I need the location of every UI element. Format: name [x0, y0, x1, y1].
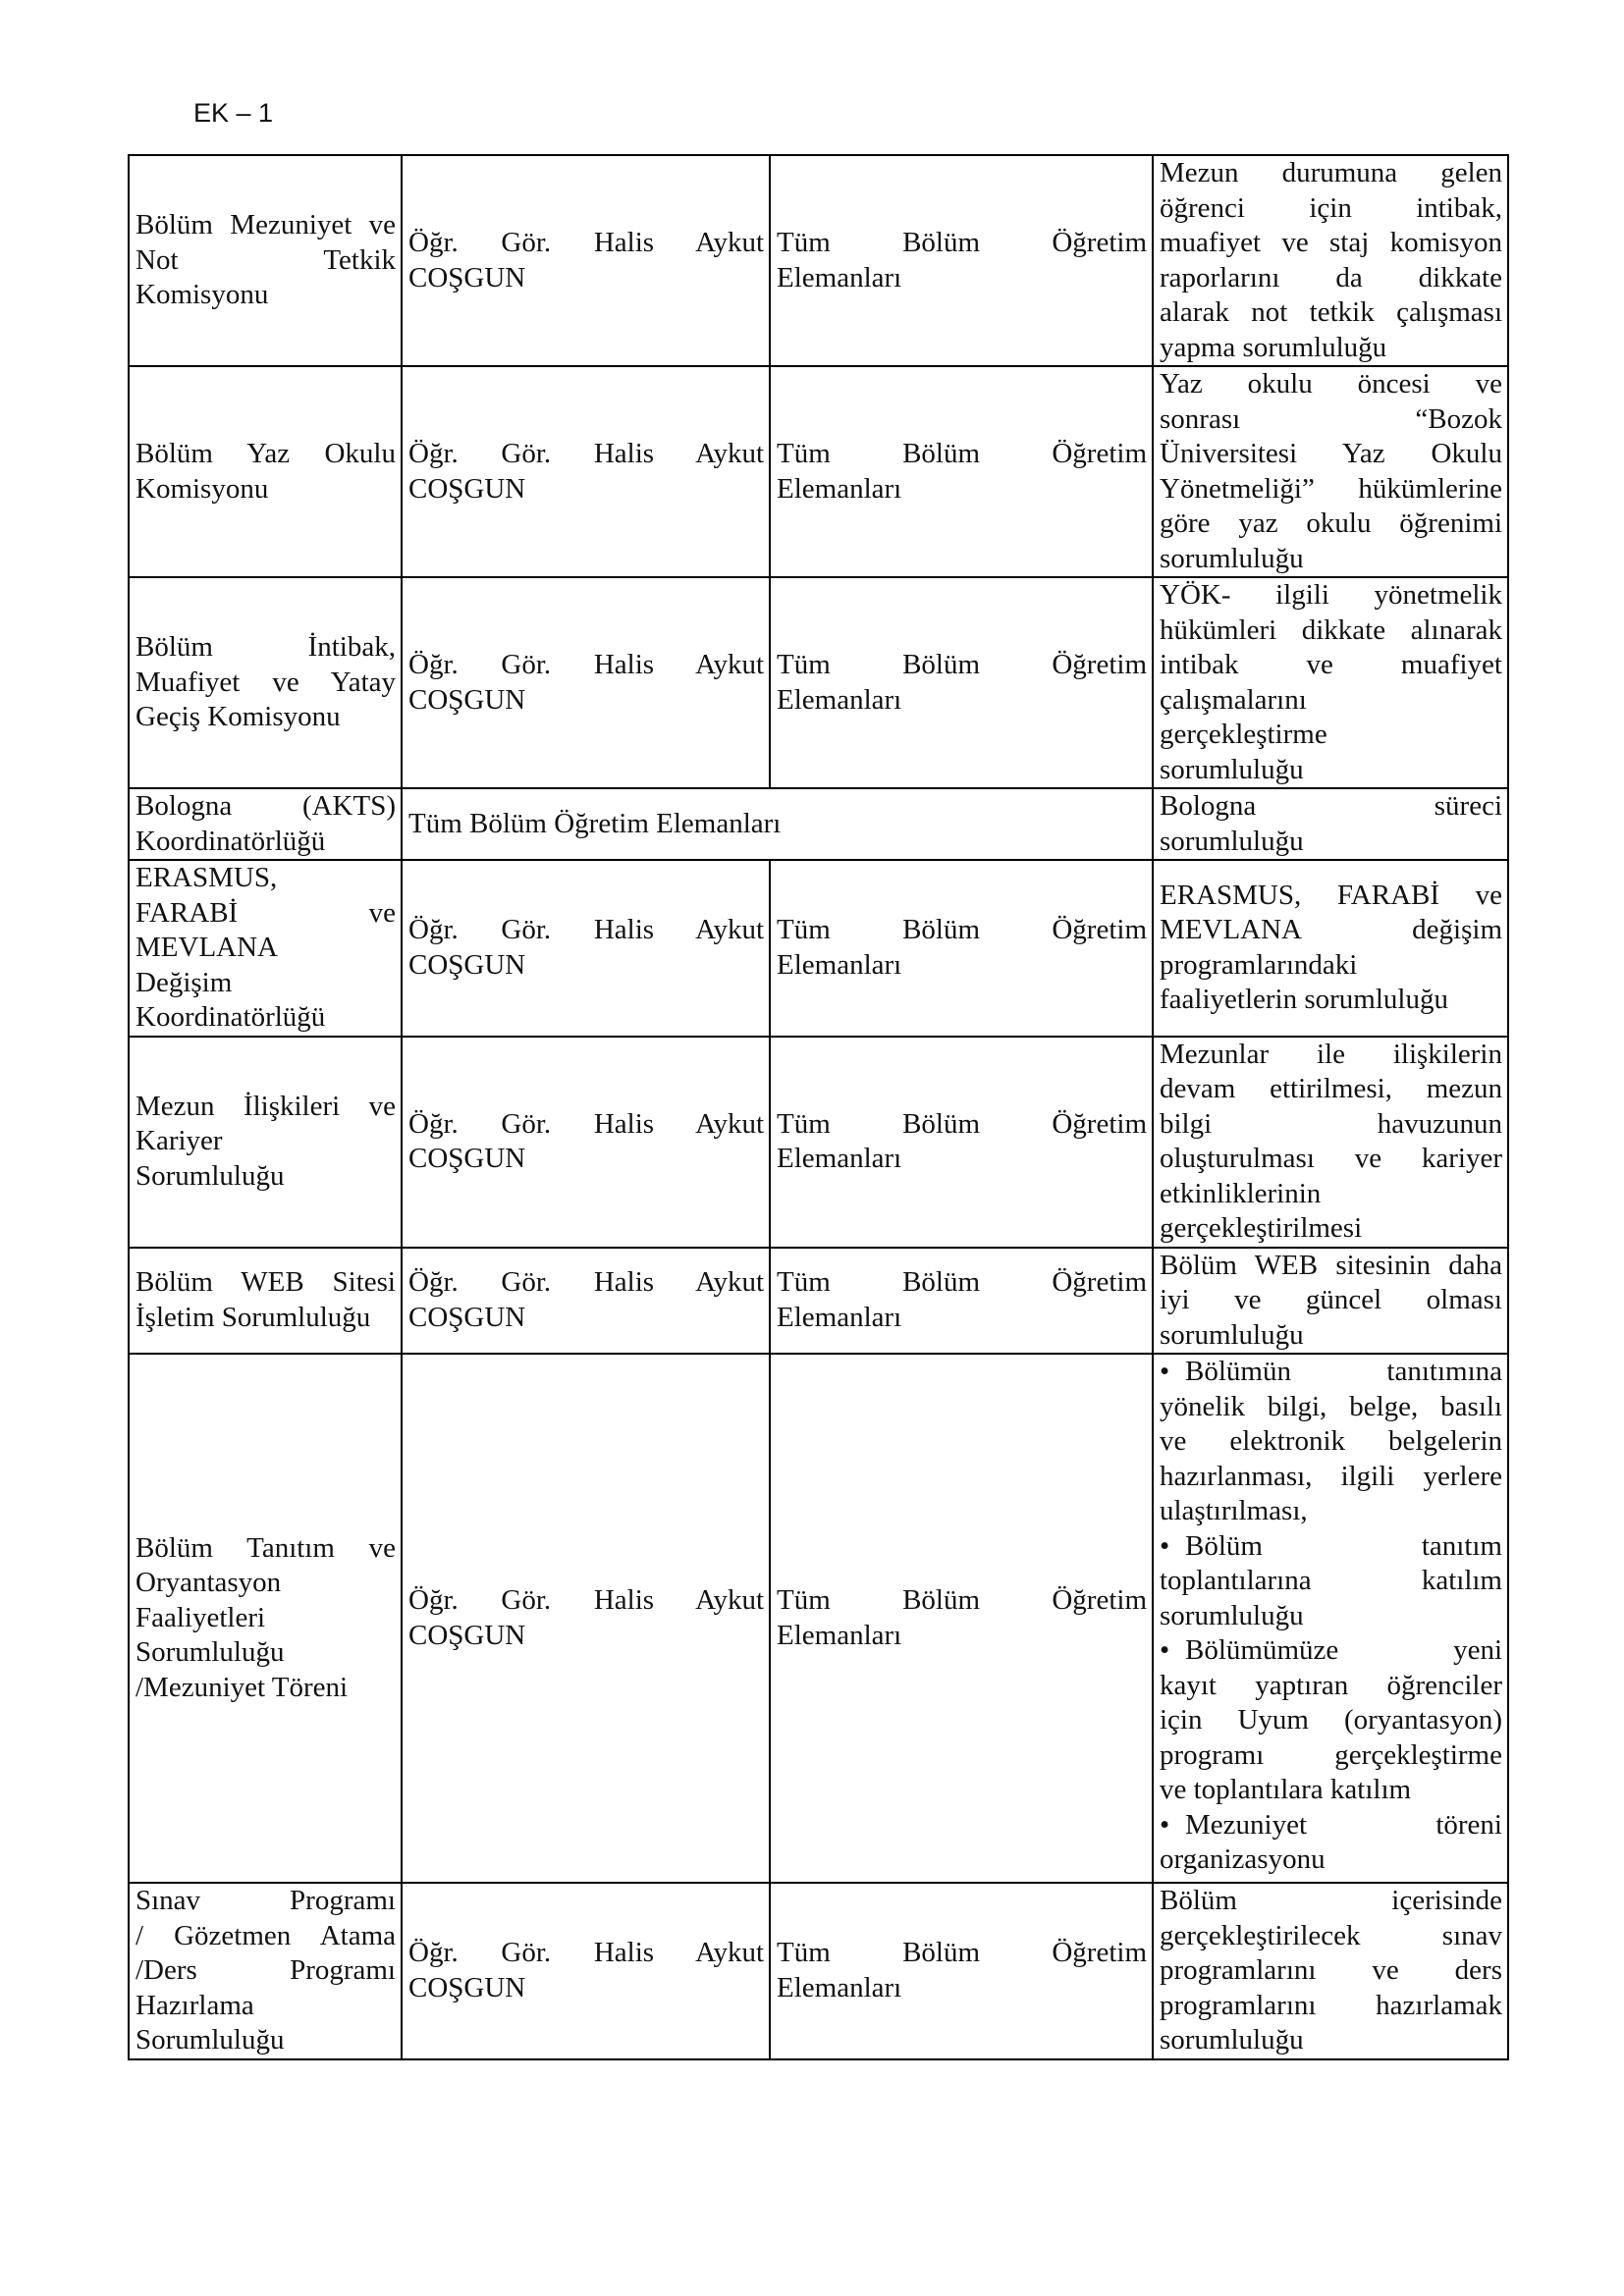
- duty-cell-line: sorumluluğu: [1160, 1318, 1304, 1351]
- members-cell-line: Elemanları: [777, 1143, 902, 1174]
- committee-name-cell: [129, 1883, 402, 2059]
- duty-line: organizasyonu: [1160, 1843, 1326, 1875]
- responsible-merged-cell: Tüm Bölüm Öğretim Elemanları: [402, 788, 1153, 860]
- duty-cell-line: alarak not tetkik çalışması: [1160, 296, 1502, 328]
- duty-cell-line: yapma sorumluluğu: [1160, 331, 1387, 363]
- members-cell: [770, 1354, 1153, 1883]
- duty-cell-line: etkinliklerinin: [1160, 1177, 1322, 1209]
- members-cell-line: Elemanları: [777, 1619, 902, 1651]
- chair-cell-line: COŞGUN: [408, 1301, 526, 1333]
- members-cell-line: Elemanları: [777, 948, 902, 981]
- chair-cell-line: Öğr. Gör. Halis Aykut: [408, 1266, 764, 1299]
- bullet-icon: •: [1160, 1356, 1170, 1387]
- committee-name-cell-line: Sorumluluğu: [135, 1636, 285, 1669]
- chair-cell: [402, 1037, 770, 1248]
- chair-cell-line: Öğr. Gör. Halis Aykut: [408, 438, 764, 469]
- committee-name-cell: [129, 1248, 402, 1355]
- table-row: [129, 1354, 1508, 1883]
- duty-cell-line: göre yaz okulu öğrenimi: [1160, 507, 1502, 539]
- chair-cell-line: COŞGUN: [408, 1619, 526, 1651]
- duty-line: • Bölüm tanıtım: [1160, 1529, 1502, 1565]
- members-cell: [770, 1883, 1153, 2059]
- members-cell: [770, 1248, 1153, 1355]
- members-cell: [770, 155, 1153, 366]
- duty-cell-line: sorumluluğu: [1160, 2024, 1304, 2056]
- duty-cell-line: gerçekleştirme: [1160, 719, 1327, 750]
- committee-name-cell-line: Sorumluluğu: [135, 1159, 285, 1192]
- duty-cell-line: gerçekleştirilecek sınav: [1160, 1919, 1502, 1951]
- duty-line: hazırlanması, ilgili yerlere: [1160, 1460, 1502, 1492]
- committee-name-cell-line: Kariyer: [135, 1125, 223, 1157]
- committee-name-cell-line: Bölüm Mezuniyet ve: [135, 209, 396, 241]
- members-cell-line: Tüm Bölüm Öğretim: [777, 1107, 1147, 1140]
- duty-line: programı gerçekleştirme: [1160, 1738, 1502, 1771]
- committee-name-cell-line: Bölüm İntibak,: [135, 631, 396, 664]
- duty-line: ulaştırılması,: [1160, 1495, 1308, 1526]
- table-row: [129, 860, 1508, 1037]
- duty-cell-line: sorumluluğu: [1160, 825, 1304, 857]
- chair-cell: [402, 155, 770, 366]
- duty-cell: [1153, 1037, 1508, 1248]
- committee-name-cell-line: Muafiyet ve Yatay: [135, 666, 396, 698]
- duty-line: yönelik bilgi, belge, basılı: [1160, 1390, 1502, 1422]
- committee-name-cell-line: Mezun İlişkileri ve: [135, 1090, 396, 1122]
- duty-cell-line: programlarındaki: [1160, 948, 1358, 981]
- table-row: [129, 788, 1508, 860]
- table-row: [129, 366, 1508, 577]
- page-header: EK – 1: [193, 98, 274, 128]
- committee-name-cell: [129, 788, 402, 860]
- members-cell-line: Tüm Bölüm Öğretim: [777, 227, 1147, 258]
- chair-cell-line: COŞGUN: [408, 948, 526, 981]
- duty-cell-line: faaliyetlerin sorumluluğu: [1160, 984, 1448, 1016]
- members-cell-line: Tüm Bölüm Öğretim: [777, 914, 1147, 946]
- chair-cell-line: COŞGUN: [408, 472, 526, 505]
- committee-name-cell-line: / Gözetmen Atama: [135, 1919, 396, 1951]
- members-cell-line: Elemanları: [777, 1301, 902, 1333]
- members-cell-line: Elemanları: [777, 1971, 902, 2003]
- bullet-icon: •: [1160, 1808, 1170, 1841]
- duty-cell-line: programlarını hazırlamak: [1160, 1989, 1502, 2021]
- chair-cell-line: COŞGUN: [408, 261, 526, 294]
- duty-cell-line: çalışmalarını: [1160, 683, 1307, 716]
- members-cell: [770, 860, 1153, 1037]
- chair-cell-line: COŞGUN: [408, 683, 526, 716]
- committee-name-cell-line: Komisyonu: [135, 472, 269, 505]
- duty-cell: [1153, 788, 1508, 860]
- committee-name-cell-line: İşletim Sorumluluğu: [135, 1301, 371, 1333]
- table-row: [129, 1248, 1508, 1355]
- duty-cell-line: Bölüm içerisinde: [1160, 1885, 1502, 1916]
- chair-cell: [402, 1883, 770, 2059]
- duty-line: için Uyum (oryantasyon): [1160, 1704, 1502, 1735]
- committee-name-cell-line: Komisyonu: [135, 279, 269, 311]
- duty-cell-line: hükümleri dikkate alınarak: [1160, 614, 1502, 646]
- duty-cell-line: gerçekleştirilmesi: [1160, 1212, 1363, 1244]
- duty-bullet-list: [1160, 1355, 1502, 1878]
- duty-cell: [1153, 1883, 1508, 2059]
- members-cell-line: Elemanları: [777, 261, 902, 294]
- duty-cell-line: muafiyet ve staj komisyon: [1160, 227, 1502, 258]
- chair-cell-line: Öğr. Gör. Halis Aykut: [408, 649, 764, 680]
- committee-table: [128, 154, 1509, 2060]
- duty-cell-line: raporlarını da dikkate: [1160, 261, 1502, 294]
- committee-name-cell: [129, 1037, 402, 1248]
- committee-name-cell-line: Koordinatörlüğü: [135, 1001, 326, 1033]
- duty-cell-line: Mezun durumuna gelen: [1160, 157, 1502, 188]
- committee-name-cell-line: Faaliyetleri: [135, 1601, 266, 1633]
- duty-cell: [1153, 1248, 1508, 1355]
- chair-cell-line: Öğr. Gör. Halis Aykut: [408, 914, 764, 946]
- duty-cell-line: Yaz okulu öncesi ve: [1160, 368, 1502, 400]
- committee-name-cell-line: Hazırlama: [135, 1989, 254, 2021]
- duty-cell-line: MEVLANA değişim: [1160, 914, 1502, 946]
- duty-cell-line: YÖK- ilgili yönetmelik: [1160, 579, 1502, 611]
- committee-name-cell-line: Oryantasyon: [135, 1567, 282, 1599]
- duty-cell: [1153, 1354, 1508, 1883]
- committee-name-cell-line: MEVLANA: [135, 932, 278, 963]
- duty-cell-line: bilgi havuzunun: [1160, 1107, 1502, 1140]
- list-item: [1160, 1529, 1502, 1634]
- committee-name-cell: [129, 1354, 402, 1883]
- duty-cell-line: sonrası “Bozok: [1160, 402, 1502, 435]
- duty-cell: [1153, 577, 1508, 788]
- committee-name-cell-line: /Mezuniyet Töreni: [135, 1671, 349, 1703]
- committee-name-cell-line: Geçiş Komisyonu: [135, 701, 341, 733]
- duty-cell-line: Yönetmeliği” hükümlerine: [1160, 472, 1502, 505]
- duty-cell-line: Bölüm WEB sitesinin daha: [1160, 1249, 1502, 1281]
- members-cell-line: Tüm Bölüm Öğretim: [777, 1937, 1147, 1969]
- duty-cell-line: Mezunlar ile ilişkilerin: [1160, 1038, 1502, 1070]
- committee-name-cell-line: Sınav Programı: [135, 1885, 396, 1916]
- members-cell-line: Tüm Bölüm Öğretim: [777, 649, 1147, 680]
- chair-cell-line: COŞGUN: [408, 1143, 526, 1174]
- chair-cell-line: Öğr. Gör. Halis Aykut: [408, 1584, 764, 1616]
- committee-name-cell-line: Bölüm Tanıtım ve: [135, 1531, 396, 1564]
- members-cell-line: Tüm Bölüm Öğretim: [777, 1584, 1147, 1616]
- duty-cell-line: sorumluluğu: [1160, 542, 1304, 574]
- committee-name-cell-line: /Ders Programı: [135, 1954, 396, 1986]
- table-row: [129, 1883, 1508, 2059]
- duty-cell: [1153, 366, 1508, 577]
- duty-cell-line: Üniversitesi Yaz Okulu: [1160, 438, 1502, 469]
- duty-cell-line: programlarını ve ders: [1160, 1954, 1502, 1986]
- list-item: [1160, 1633, 1502, 1808]
- committee-name-cell-line: Bologna (AKTS): [135, 790, 396, 822]
- committee-name-cell: [129, 366, 402, 577]
- bullet-icon: •: [1160, 1529, 1170, 1562]
- duty-cell-line: sorumluluğu: [1160, 753, 1304, 785]
- chair-cell: [402, 860, 770, 1037]
- duty-cell: [1153, 860, 1508, 1037]
- members-cell: [770, 577, 1153, 788]
- table-row: [129, 1037, 1508, 1248]
- table-row: [129, 577, 1508, 788]
- committee-name-cell-line: Sorumluluğu: [135, 2024, 285, 2056]
- duty-cell-line: Bologna süreci: [1160, 790, 1502, 822]
- list-item: [1160, 1808, 1502, 1878]
- chair-cell: [402, 366, 770, 577]
- committee-name-cell: [129, 155, 402, 366]
- duty-cell-line: ERASMUS, FARABİ ve: [1160, 879, 1502, 911]
- committee-table-body: [129, 155, 1508, 2059]
- duty-line: toplantılarına katılım: [1160, 1565, 1502, 1596]
- committee-name-cell-line: Koordinatörlüğü: [135, 825, 326, 857]
- committee-name-cell-line: FARABİ ve: [135, 896, 396, 929]
- members-cell: [770, 1037, 1153, 1248]
- duty-cell-line: oluşturulması ve kariyer: [1160, 1143, 1502, 1174]
- duty-cell: [1153, 155, 1508, 366]
- list-item: [1160, 1355, 1502, 1529]
- members-cell-line: Tüm Bölüm Öğretim: [777, 438, 1147, 469]
- duty-line: kayıt yaptıran öğrenciler: [1160, 1669, 1502, 1701]
- duty-cell-line: öğrenci için intibak,: [1160, 191, 1502, 224]
- members-cell: [770, 366, 1153, 577]
- duty-line: • Bölümün tanıtımına: [1160, 1355, 1502, 1390]
- committee-name-cell-line: Bölüm WEB Sitesi: [135, 1266, 396, 1299]
- chair-cell: [402, 1354, 770, 1883]
- chair-cell-line: COŞGUN: [408, 1971, 526, 2003]
- members-cell-line: Tüm Bölüm Öğretim: [777, 1266, 1147, 1299]
- chair-cell-line: Öğr. Gör. Halis Aykut: [408, 1937, 764, 1969]
- chair-cell: [402, 1248, 770, 1355]
- committee-name-cell-line: Not Tetkik: [135, 243, 396, 276]
- committee-name-cell-line: Bölüm Yaz Okulu: [135, 438, 396, 469]
- committee-name-cell-line: ERASMUS,: [135, 862, 278, 893]
- duty-line: ve elektronik belgelerin: [1160, 1425, 1502, 1457]
- members-cell-line: Elemanları: [777, 683, 902, 716]
- members-cell-line: Elemanları: [777, 472, 902, 505]
- committee-name-cell: [129, 577, 402, 788]
- duty-cell-line: iyi ve güncel olması: [1160, 1284, 1502, 1315]
- committee-name-cell-line: Değişim: [135, 966, 233, 998]
- committee-name-cell: [129, 860, 402, 1037]
- chair-cell: [402, 577, 770, 788]
- duty-line: • Mezuniyet töreni: [1160, 1808, 1502, 1843]
- duty-cell-line: intibak ve muafiyet: [1160, 649, 1502, 680]
- duty-line: • Bölümümüze yeni: [1160, 1633, 1502, 1669]
- duty-line: sorumluluğu: [1160, 1599, 1304, 1631]
- duty-cell-line: devam ettirilmesi, mezun: [1160, 1073, 1502, 1104]
- bullet-icon: •: [1160, 1634, 1170, 1666]
- table-row: [129, 155, 1508, 366]
- duty-line: ve toplantılara katılım: [1160, 1774, 1412, 1805]
- chair-cell-line: Öğr. Gör. Halis Aykut: [408, 1107, 764, 1140]
- chair-cell-line: Öğr. Gör. Halis Aykut: [408, 227, 764, 258]
